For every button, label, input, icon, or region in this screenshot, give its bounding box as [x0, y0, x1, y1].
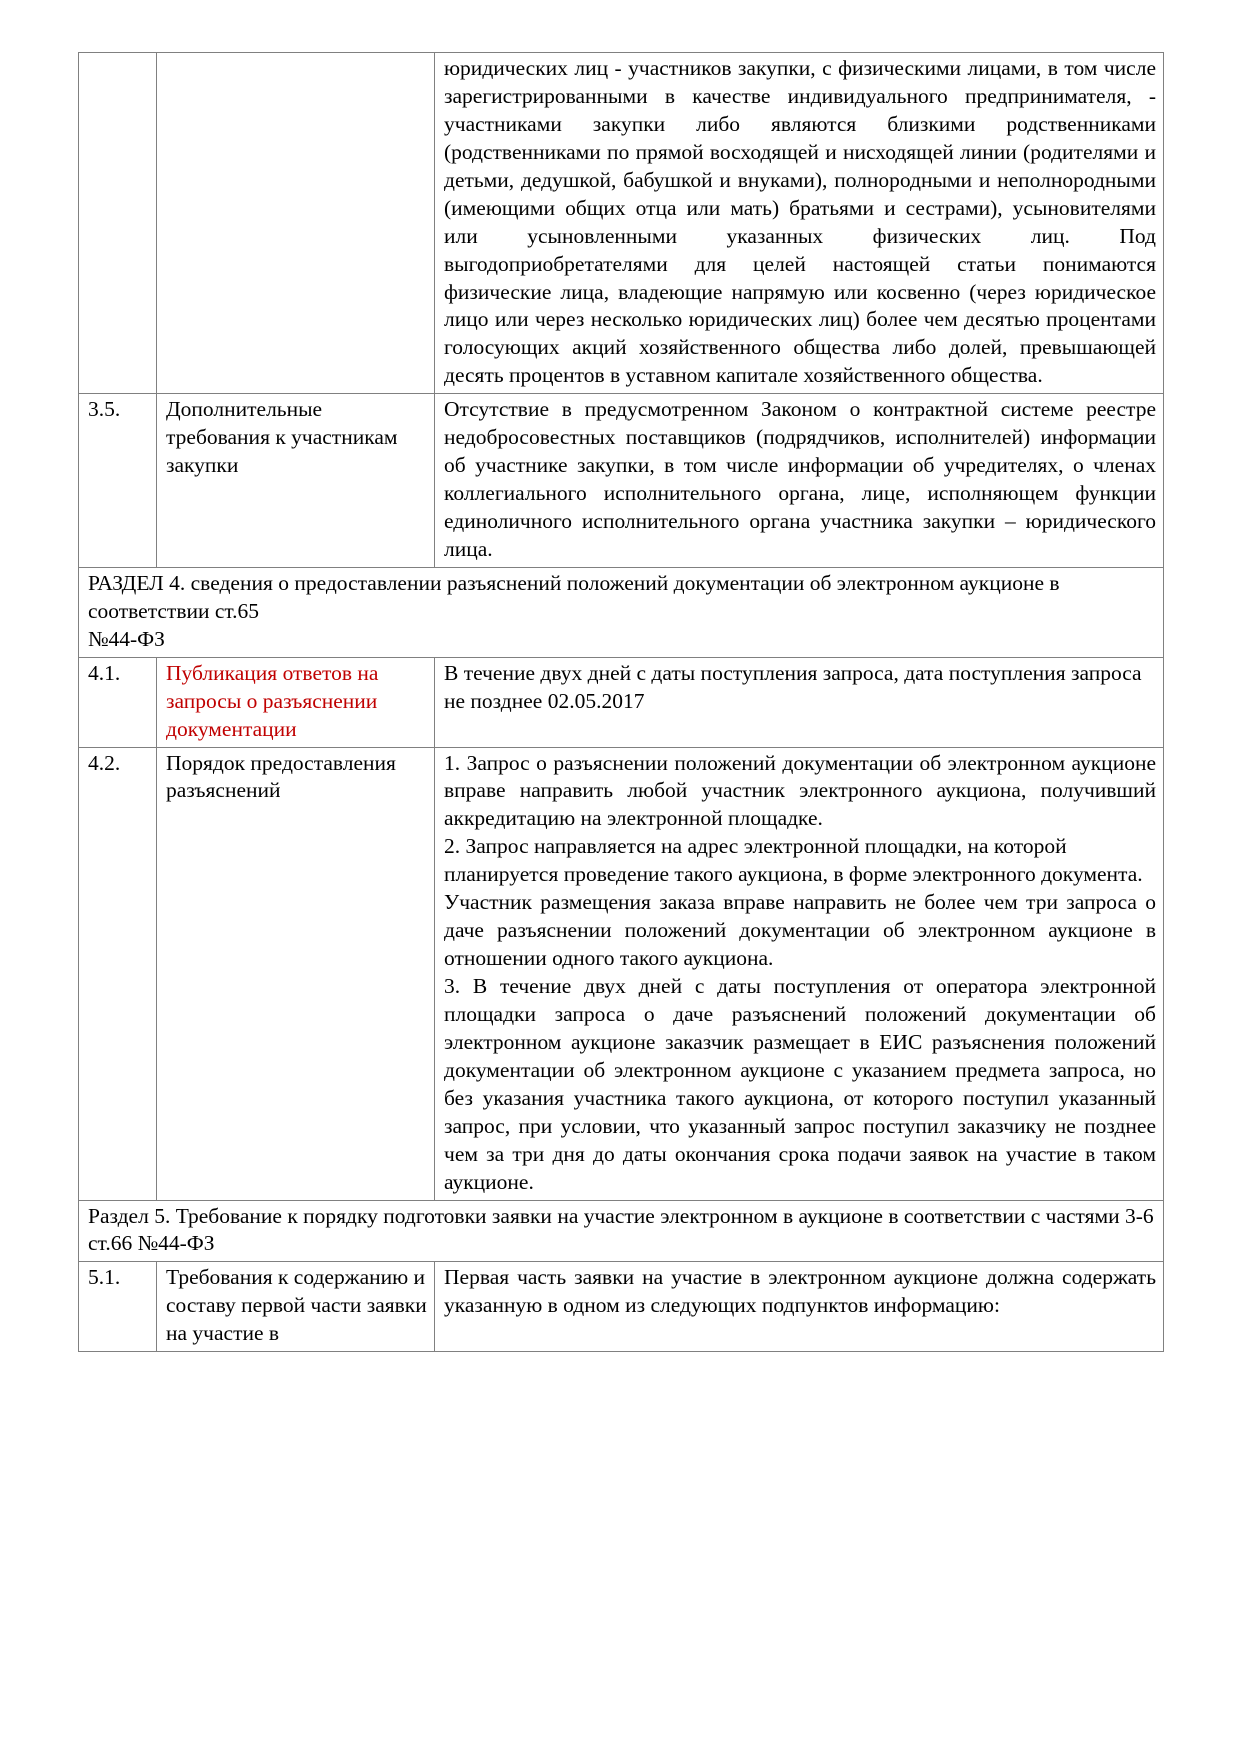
section-header-cell — [79, 1200, 1164, 1262]
body-paragraph: Участник размещения заказа вправе направить не более чем три запроса о даче разъяснении положений документации об электронном аукционе в отношении одного такого аукциона. — [444, 890, 1156, 971]
section-header-row — [79, 567, 1164, 657]
requirements-table — [78, 52, 1164, 1352]
section-line: Раздел 5. Требование к порядку подготовки заявки на участие электронном в аукционе в соответствии с частями 3-6 ст.66 №44-ФЗ — [88, 1203, 1154, 1256]
row-title-cell: Порядок предоставления разъяснений — [157, 747, 435, 1200]
table-row — [79, 394, 1164, 568]
row-number-cell: 4.1. — [79, 657, 157, 747]
table-row — [79, 747, 1164, 1200]
body-paragraph: 3. В течение двух дней с даты поступления от оператора электронной площадки запроса о даче разъяснений положений документации об электронном аукционе заказчик размещает в ЕИС разъяснения положений документации об электронном аукционе с указанием предмета запроса, но без указания участника такого аукциона, от которого поступил указанный запрос, при условии, что указанный запрос поступил заказчику не позднее чем за три дня до даты окончания срока подачи заявок на участие в таком аукционе. — [444, 974, 1156, 1194]
row-number-cell — [79, 53, 157, 394]
row-body-cell: Отсутствие в предусмотренном Законом о контрактной системе реестре недобросовестных поставщиков (подрядчиков, исполнителей) информации об участнике закупки, в том числе информации об учредителях, о членах коллегиального исполнительного органа, лице, исполняющем функции единоличного исполнительного органа участника закупки – юридического лица. — [435, 394, 1164, 568]
row-body-cell — [435, 747, 1164, 1200]
section-line: РАЗДЕЛ 4. сведения о предоставлении разъяснений положений документации об электронном аукционе в соответствии ст.65 — [88, 570, 1060, 623]
row-title-cell: Дополнительные требования к участникам закупки — [157, 394, 435, 568]
table-row — [79, 1262, 1164, 1352]
row-number-cell: 5.1. — [79, 1262, 157, 1352]
row-title-cell: Требования к содержанию и составу первой части заявки на участие в — [157, 1262, 435, 1352]
row-body-cell: юридических лиц - участников закупки, с физическими лицами, в том числе зарегистрированными в качестве индивидуального предпринимателя, - участниками закупки либо являются близкими родственниками (родственниками по прямой восходящей и нисходящей линии (родителями и детьми, дедушкой, бабушкой и внуками), полнородными и неполнородными (имеющими общих отца или мать) братьями и сестрами), усыновителями или усыновленными указанных физических лиц. Под выгодоприобретателями для целей настоящей статьи понимаются физические лица, владеющие напрямую или косвенно (через юридическое лицо или через несколько юридических лиц) более чем десятью процентами голосующих акций хозяйственного общества либо долей, превышающей десять процентов в уставном капитале хозяйственного общества. — [435, 53, 1164, 394]
row-body-cell: В течение двух дней с даты поступления запроса, дата поступления запроса не позднее 02.05.2017 — [435, 657, 1164, 747]
table-row — [79, 657, 1164, 747]
row-number-cell: 4.2. — [79, 747, 157, 1200]
section-header-row — [79, 1200, 1164, 1262]
table-row — [79, 53, 1164, 394]
section-line: №44-ФЗ — [88, 626, 165, 651]
row-title-cell-highlighted: Публикация ответов на запросы о разъяснении документации — [157, 657, 435, 747]
body-paragraph: 1. Запрос о разъяснении положений документации об электронном аукционе вправе направить любой участник электронного аукциона, получивший аккредитацию на электронной площадке. — [444, 750, 1156, 831]
row-body-cell: Первая часть заявки на участие в электронном аукционе должна содержать указанную в одном из следующих подпунктов информацию: — [435, 1262, 1164, 1352]
section-header-cell — [79, 567, 1164, 657]
row-number-cell: 3.5. — [79, 394, 157, 568]
body-paragraph: 2. Запрос направляется на адрес электронной площадки, на которой планируется проведение такого аукциона, в форме электронного документа. — [444, 834, 1143, 887]
row-title-cell — [157, 53, 435, 394]
